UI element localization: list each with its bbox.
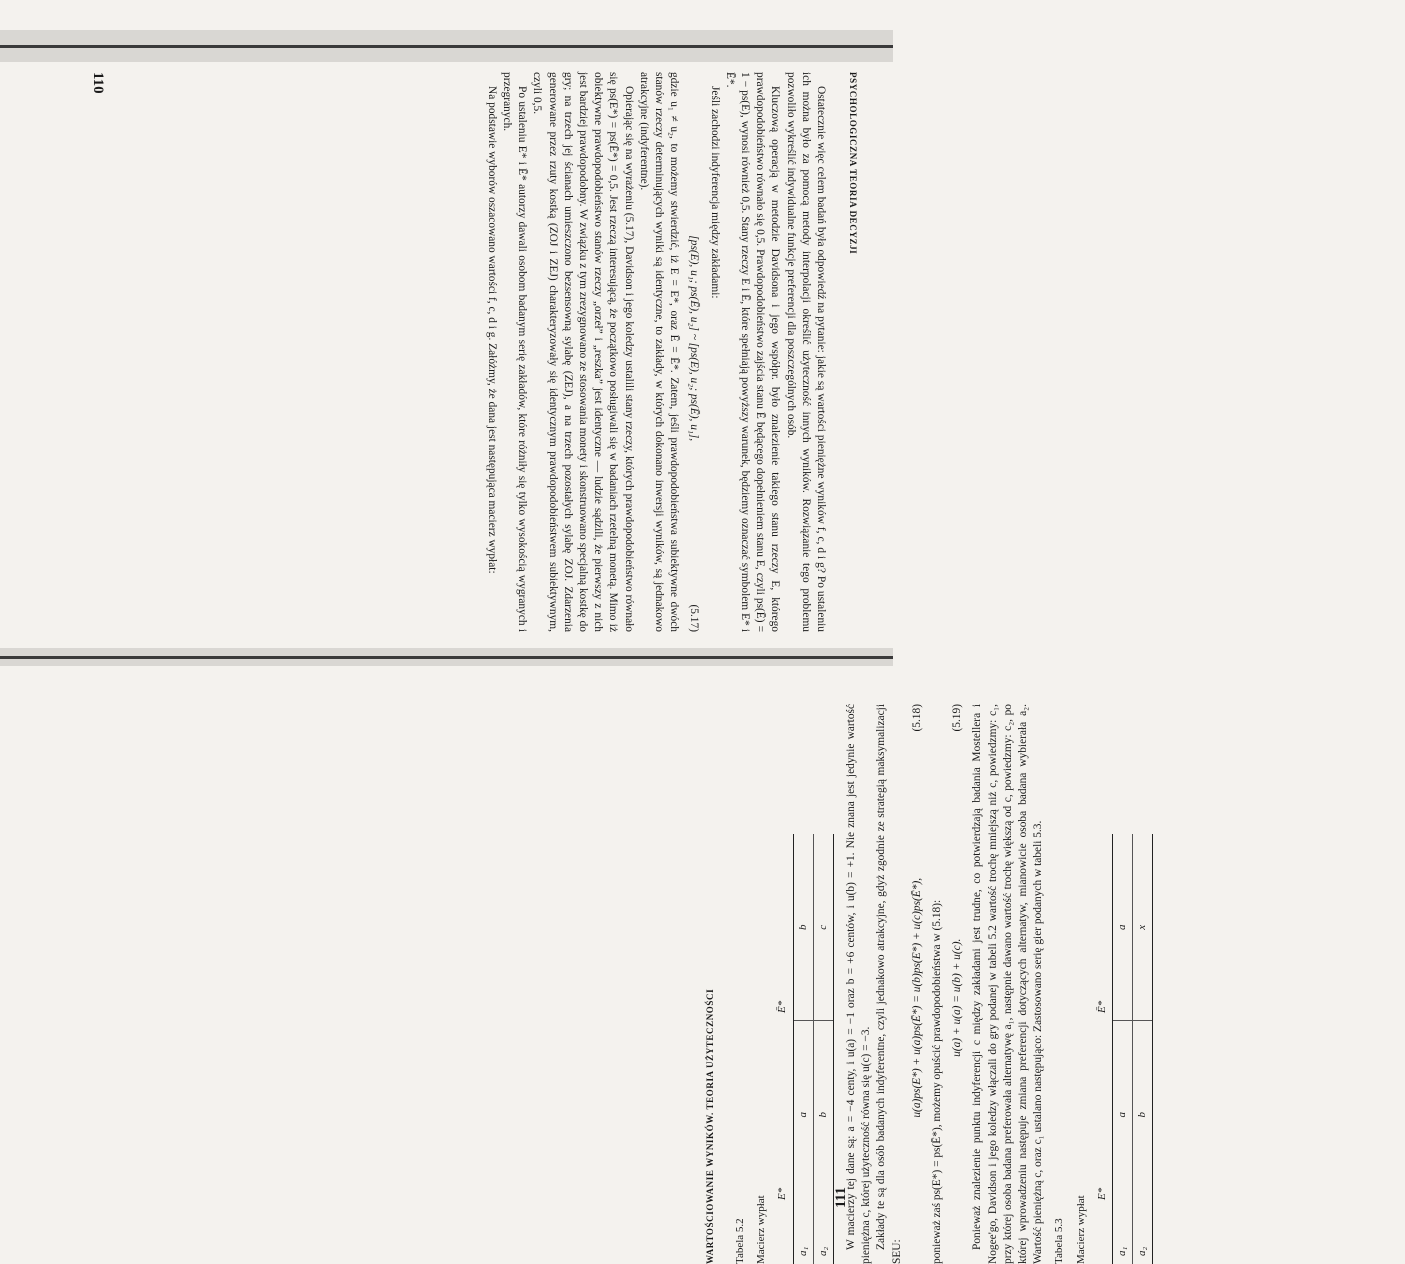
formula-5-17 <box>686 72 701 632</box>
column-header: Ē* <box>773 834 793 1021</box>
table-cell: a <box>793 1021 813 1208</box>
paragraph: Na podstawie wyborów oszacowano wartości f, c, d i g. Załóżmy, że dana jest następująca macierz wypłat: <box>485 86 498 574</box>
paragraph: ponieważ zaś ps(E*) = ps(Ē*), możemy opuścić prawdopodobieństwa w (5.18): <box>931 899 944 1264</box>
table-cell: b <box>793 834 813 1021</box>
row-header: a₂ <box>813 1208 833 1264</box>
paragraph: Ostatecznie więc celem badań była odpowiedź na pytanie: jakie są wartości pieniężne wyników f, c, d i g? Po ustaleniu ich można było za pomocą metody interpolacji określić użyteczność innych wyników. Rozwiązanie tego problemu pozwoliło wykreślić indywidualne funkcje preferencji dla poszczególnych osób. <box>784 72 827 632</box>
right-page-rotated <box>705 704 1405 1264</box>
right-page <box>0 670 1149 1264</box>
running-head: WARTOŚCIOWANIE WYNIKÓW. TEORIA UŻYTECZNOŚCI <box>705 988 715 1264</box>
formula-5-19 <box>950 704 965 1264</box>
paragraph: Po ustaleniu E* i Ē* autorzy dawali osobom badanym serię zakładów, które różniły się tylko wysokością wygranych i przegranych. <box>500 72 529 632</box>
table-row <box>813 834 833 1264</box>
row-header: a₁ <box>1113 1208 1133 1264</box>
paragraph: Opierając się na wyrażeniu (5.17), Davidson i jego koledzy ustalili stany rzeczy, których prawdopodobieństwo równało się ps(E*) = ps(Ē*) = 0,5. Jest rzeczą interesującą, że początkowo posługiwali się w badaniach rzetelną monetą. Mimo iż obiektywne prawdopodobieństwo stanów rzeczy „orzeł” i „reszka” jest identyczne — ludzie sądzili, że pierwszy z nich jest bardziej prawdopodobny. W związku z tym zrezygnowano ze stosowania monety i skonstruowano specjalną kostkę do gry; na trzech jej ścianach umieszczono bezsensowną sylabę (ZEJ), a na trzech pozostałych sylabę ZOJ. Zdarzenia generowane przez rzuty kostką (ZOJ i ZEJ) charakteryzowały się identycznym prawdopodobieństwem subiektywnym, czyli 0,5. <box>531 72 635 632</box>
table-corner <box>773 1208 793 1264</box>
table-cell: b <box>1133 1021 1153 1208</box>
paragraph: gdzie u₁ ≠ u₂, to możemy stwierdzić, iż E = E*, oraz Ē = Ē*. Zatem, jeśli prawdopodobieństwa subiektywne dwóch stanów rzeczy determinujących wyniki są identyczne, to zakłady, w których dokonano inwersji wyników, są jednakowo atrakcyjne (indyferentne). <box>637 72 681 632</box>
payoff-table-5-2 <box>773 834 834 1264</box>
row-header: a₁ <box>793 1208 813 1264</box>
running-head: PSYCHOLOGICZNA TEORIA DECYZJI <box>848 72 858 255</box>
column-header: E* <box>773 1021 793 1208</box>
formula-number: (5.18) <box>910 704 923 732</box>
table-label: Tabela 5.3 <box>1053 1218 1066 1264</box>
table-cell: x <box>1133 834 1153 1021</box>
column-header: E* <box>1093 1021 1113 1208</box>
page-number: 111 <box>833 1187 849 1208</box>
paragraph: Jeśli zachodzi indyferencja między zakładami: <box>708 86 721 299</box>
right-page-body <box>727 704 1163 1264</box>
paragraph: Kluczową operacją w metodzie Davidsona i jego współpr. było znalezienie takiego stanu rzeczy E, którego prawdopodobieństwo równało się 0,5. Prawdopodobieństwo zajścia stanu Ē będącego dopełnieniem stanu E, czyli ps(Ē) = 1 − ps(E), wynosi również 0,5. Stany rzeczy E i Ē, które spełniają powyższy warunek, będziemy oznaczać symbolem E* i Ē*. <box>723 72 782 632</box>
table-label: Tabela 5.2 <box>734 1218 746 1264</box>
payoff-table-5-3 <box>1093 834 1154 1264</box>
formula-text: [ps(E), u₁; ps(Ē), u₂] ~ [ps(E), u₂; ps(Ē), u₁], <box>688 235 701 442</box>
row-header: a₂ <box>1133 1208 1153 1264</box>
table-row <box>1133 834 1153 1264</box>
scan-artifact-middle-line <box>0 656 893 659</box>
left-page-rotated <box>90 72 858 632</box>
table-title: Macierz wypłat <box>1074 1195 1087 1264</box>
table-cell: c <box>813 834 833 1021</box>
formula-number: (5.19) <box>951 704 964 732</box>
table-cell: a <box>1113 834 1133 1021</box>
left-page <box>0 0 893 645</box>
formula-5-18 <box>910 704 925 1264</box>
page-number: 110 <box>90 72 106 94</box>
paragraph: Zakłady te są dla osób badanych indyferentne, czyli jednakowo atrakcyjne, gdyż zgodnie ze strategią maksymalizacji SEU: <box>875 704 903 1264</box>
table-cell: a <box>1113 1021 1133 1208</box>
formula-text: u(a) + u(a) = u(b) + u(c). <box>951 938 964 1057</box>
formula-number: (5.17) <box>688 604 701 632</box>
table-cell: b <box>813 1021 833 1208</box>
column-header: Ē* <box>1093 834 1113 1021</box>
paragraph: W macierzy tej dane są: a = −4 centy, i u(a) = −1 oraz b = +6 centów, i u(b) = +1. Nie znana jest jedynie wartość pieniężna c, której użyteczność równa się u(c) = −3. <box>845 704 873 1264</box>
left-page-body <box>484 72 828 632</box>
paragraph: Ponieważ znalezienie punktu indyferencji c między zakładami jest trudne, co potwierdzają badania Mostellera i Nogee'go, Davidson i jego koledzy włączali do gry podanej w tabeli 5.2 wartość trochę mniejszą niż c, powiedzmy: c₁, przy której osoba badana preferowała alternatywę a₁, następnie dawano wartość trochę większą od c, powiedzmy: c₂, po której wprowadzeniu następuje zmiana preferencji dotyczących alternatyw, mianowicie osoba badana wybierała a₂. Wartość pieniężną c, oraz c₁ ustalano następująco: Zastosowano serię gier podanych w tabeli 5.3. <box>971 704 1045 1264</box>
table-title: Macierz wypłat <box>755 1195 768 1264</box>
table-row <box>1113 834 1133 1264</box>
table-row <box>793 834 813 1264</box>
table-corner <box>1093 1208 1113 1264</box>
formula-text: u(a)ps(E*) + u(a)ps(Ē*) = u(b)ps(E*) + u(c)ps(Ē*), <box>910 877 923 1118</box>
